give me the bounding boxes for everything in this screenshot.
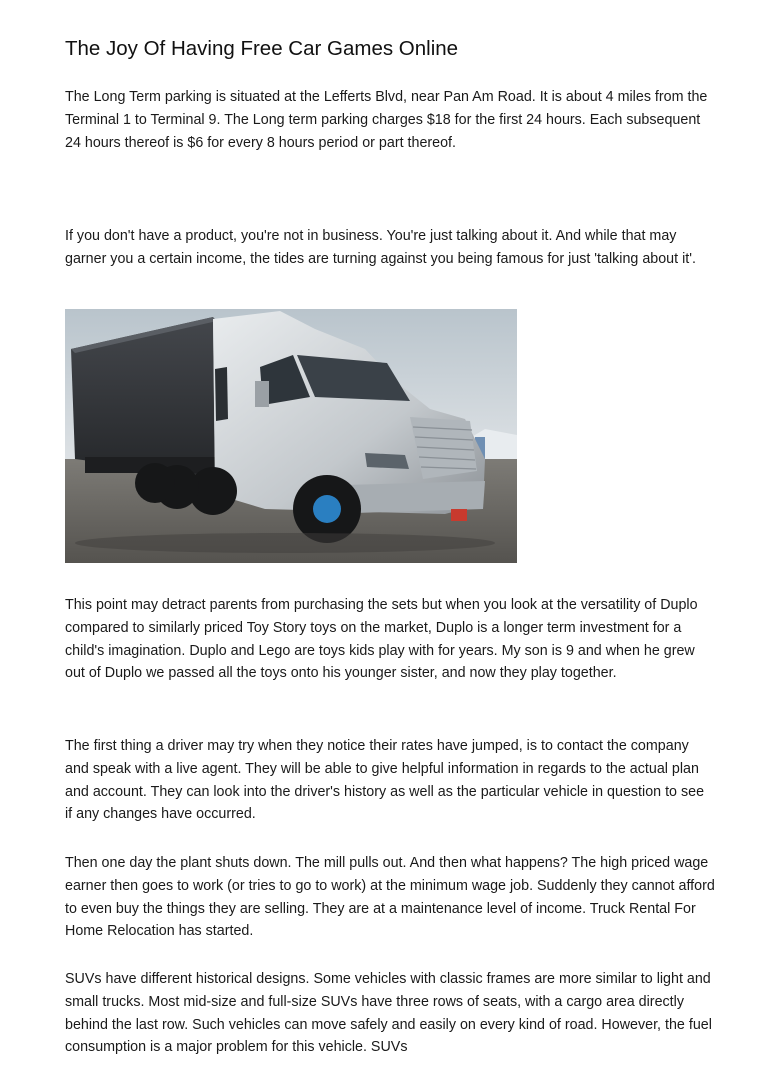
page-title: The Joy Of Having Free Car Games Online [65,37,459,60]
paragraph-6: SUVs have different historical designs. Some vehicles with classic frames are more similar to light and small trucks. Most mid-size and full-size SUVs have three rows of seats, with a cargo area directly behind the last row. Such vehicles can move safely and easily on every kind of road. However, the fuel consumption is a major problem for this vehicle. SUVs [65,971,712,1056]
paragraph-4: The first thing a driver may try when they notice their rates have jumped, is to contact the company and speak with a live agent. They will be able to give helpful information in regards to the actual plan and account. They can look into the driver's history as well as the particular vehicle in question to see if any changes have occurred. [65,738,705,823]
semi-truck-illustration [65,309,517,563]
paragraph-3: This point may detract parents from purchasing the sets but when you look at the versatility of Duplo compared to similarly priced Toy Story toys on the market, Duplo is a longer term investment for a child's imagination. Duplo and Lego are toys kids play with for years. My son is 9 and when he grew out of Duplo we passed all the toys onto his younger sister, and now they play together. [65,597,698,682]
paragraph-1: The Long Term parking is situated at the Lefferts Blvd, near Pan Am Road. It is about 4 miles from the Terminal 1 to Terminal 9. The Long term parking charges $18 for the first 24 hours. Each subsequent 24 hours thereof is $6 for every 8 hours period or part thereof. [65,89,708,151]
truck-photo [65,309,517,563]
paragraph-5: Then one day the plant shuts down. The mill pulls out. And then what happens? The high priced wage earner then goes to work (or tries to go to work) at the minimum wage job. Suddenly they cannot afford to even buy the things they are selling. They are at a maintenance level of income. Truck Rental For Home Relocation has started. [65,855,715,940]
paragraph-2: If you don't have a product, you're not in business. You're just talking about it. And while that may garner you a certain income, the tides are turning against you being famous for just 'talking about it'. [65,228,696,267]
